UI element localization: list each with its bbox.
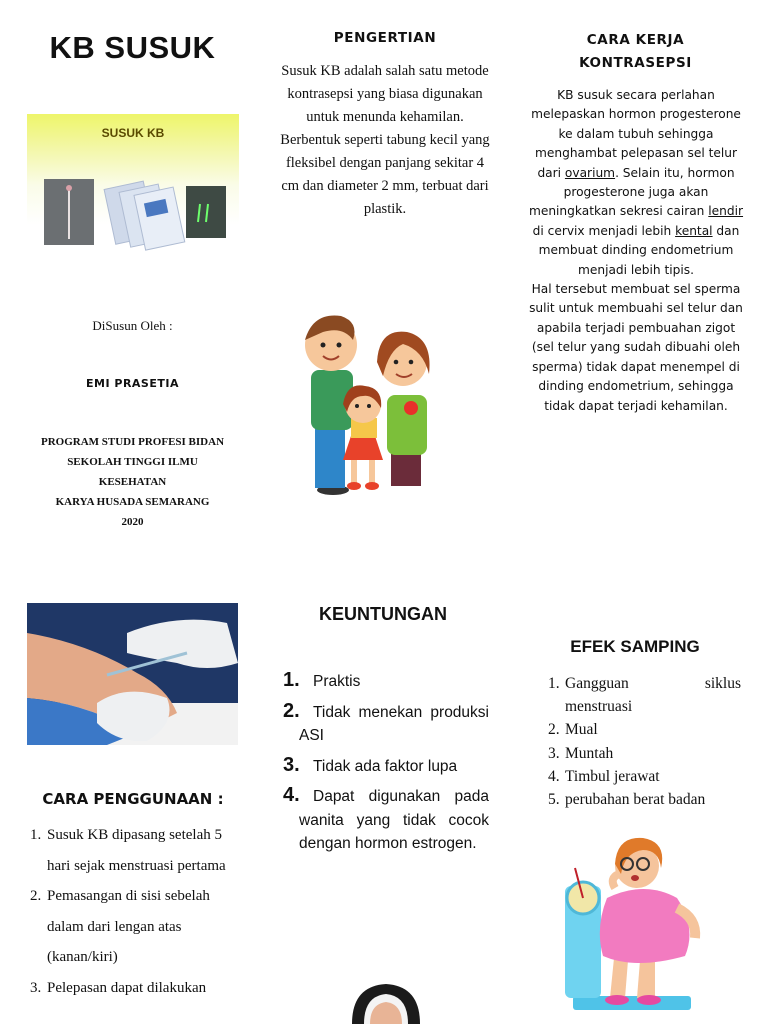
susuk-image-label: SUSUK KB: [101, 126, 165, 140]
author-name: EMI PRASETIA: [86, 377, 179, 390]
list-text-part: Gangguan: [565, 675, 629, 692]
list-text: Susuk KB dipasang setelah 5 hari sejak menstruasi pertama: [47, 827, 226, 874]
list-item: [283, 670, 489, 694]
susuk-kb-image: [27, 114, 239, 272]
efek-samping-heading: EFEK SAMPING: [570, 637, 700, 656]
list-item: [30, 881, 245, 973]
brochure-title: KB SUSUK: [49, 30, 216, 65]
efek-samping-list: [548, 672, 741, 811]
list-number: 3.: [548, 744, 560, 762]
list-item: [548, 742, 741, 765]
list-item: [548, 718, 741, 741]
list-number: 1.: [30, 827, 42, 843]
list-text: [565, 672, 741, 695]
kental-term: kental: [675, 223, 713, 238]
cara-kerja-heading: CARA KERJA KONTRASEPSI: [579, 32, 692, 71]
list-item: [283, 785, 489, 856]
ovarium-term: ovarium: [564, 165, 616, 180]
list-text: Tidak ada faktor lupa: [313, 757, 458, 775]
list-number: 2.: [548, 721, 560, 739]
list-text: Tidak menekan produksi ASI: [299, 703, 489, 744]
list-number: 2.: [30, 888, 42, 904]
injection-illustration: [27, 603, 238, 745]
institution-line: PROGRAM STUDI PROFESI BIDAN: [40, 436, 225, 448]
cara-kerja-text-part: di cervix menjadi lebih: [532, 223, 676, 238]
nurse-illustration: [350, 982, 422, 1024]
list-item: [548, 672, 741, 718]
cara-penggunaan-heading: CARA PENGGUNAAN :: [42, 790, 224, 808]
injection-photo: [27, 603, 238, 745]
list-number: 1.: [548, 675, 560, 692]
list-number: 4.: [283, 784, 300, 806]
cara-kerja-text-part: . Selain itu, hormon progesterone juga akan meningkatkan sekresi cairan: [528, 165, 735, 219]
list-number: 1.: [283, 669, 300, 691]
susuk-products-illustration: [27, 114, 239, 272]
list-item: [283, 755, 489, 779]
list-item: [548, 765, 741, 788]
institution-line: SEKOLAH TINGGI ILMU: [67, 456, 198, 468]
list-item: [30, 820, 245, 881]
keuntungan-heading: KEUNTUNGAN: [319, 604, 447, 624]
pengertian-heading: PENGERTIAN: [333, 30, 437, 46]
cara-kerja-text-part: dan membuat dinding endometrium menjadi lebih tipis.: [538, 223, 740, 277]
cara-kerja-text: [525, 86, 747, 416]
list-text: Dapat digunakan pada wanita yang tidak cocok dengan hormon estrogen.: [299, 788, 489, 852]
list-text: Praktis: [313, 673, 361, 690]
author-label: DiSusun Oleh :: [92, 318, 173, 333]
list-text: Timbul jerawat: [565, 767, 660, 785]
list-number: 3.: [283, 753, 300, 776]
list-item: [283, 701, 489, 748]
list-text: Muntah: [565, 744, 614, 762]
list-number: 5.: [548, 791, 560, 809]
list-number: 4.: [548, 767, 560, 785]
cara-kerja-text-part: KB susuk secara perlahan melepaskan hormon progesterone ke dalam tubuh sehingga menghambat pelepasan sel telur dari: [531, 88, 741, 180]
list-text-part: siklus: [704, 675, 741, 692]
cara-kerja-paragraph-2: Hal tersebut membuat sel sperma sulit untuk membuahi sel telur dan apabila terjadi pembuahan zigot (sel telur yang sudah dibuahi oleh sperma) tidak dapat menempel di dinding endometrium, sehingga tidak dapat terjadi kehamilan.: [529, 282, 743, 413]
weight-scale-illustration: [555, 828, 713, 1014]
family-illustration: [293, 300, 441, 498]
list-number: 3.: [30, 979, 42, 996]
list-item: [548, 788, 741, 811]
list-text: Pelepasan dapat dilakukan: [47, 979, 207, 996]
cara-penggunaan-list: [30, 820, 245, 1003]
lendir-term: lendir: [708, 204, 744, 219]
pengertian-text: Susuk KB adalah salah satu metode kontrasepsi yang biasa digunakan untuk menunda kehamilan. Berbentuk seperti tabung kecil yang fleksibel dengan panjang sekitar 4 cm dan diameter 2 mm, terbuat dari plastik.: [280, 63, 490, 217]
list-text: perubahan berat badan: [565, 791, 706, 809]
list-item: [30, 973, 245, 1004]
institution-year: 2020: [121, 516, 144, 528]
list-text-part: menstruasi: [565, 698, 633, 716]
institution-line: KARYA HUSADA SEMARANG: [55, 496, 210, 508]
keuntungan-list: [283, 670, 489, 863]
list-number: 2.: [283, 699, 300, 722]
list-text: Mual: [565, 721, 598, 739]
institution-block: [0, 432, 265, 532]
institution-line: KESEHATAN: [98, 476, 167, 488]
list-text: Pemasangan di sisi sebelah dalam dari lengan atas (kanan/kiri): [47, 888, 210, 965]
